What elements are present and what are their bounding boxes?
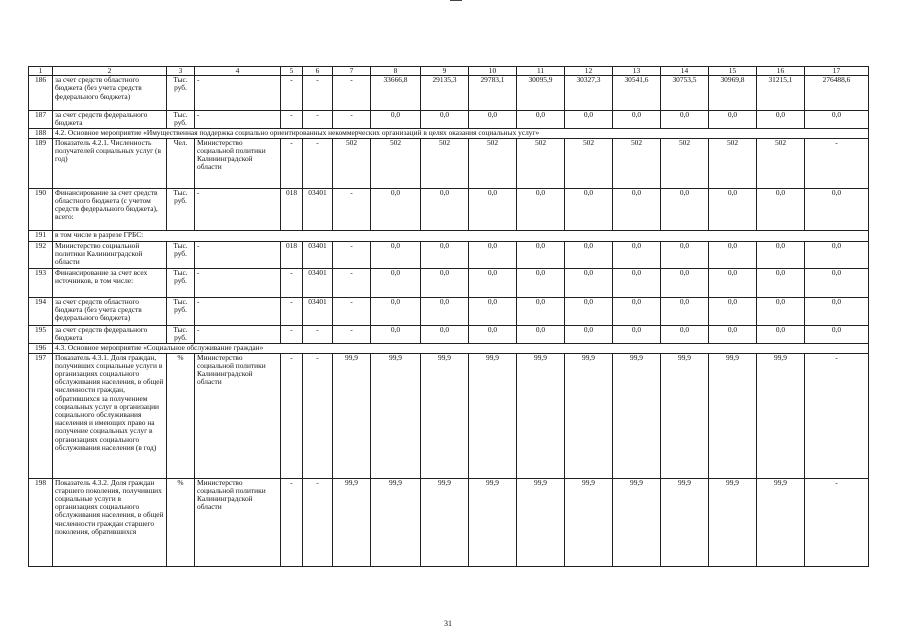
table-cell: 187	[29, 111, 53, 128]
header-cell: 15	[709, 67, 757, 76]
table-cell: за счет средств областного бюджета (без учета средств федерального бюджета)	[53, 297, 167, 325]
table-cell: 99,9	[333, 353, 371, 478]
table-cell: 0,0	[805, 325, 869, 343]
table-cell: -	[303, 325, 333, 343]
table-row	[29, 297, 869, 325]
section-row	[29, 343, 869, 353]
table-cell: 0,0	[469, 325, 517, 343]
table-cell: 0,0	[757, 297, 805, 325]
table-cell: 0,0	[709, 111, 757, 128]
table-cell: -	[333, 325, 371, 343]
table-cell: 186	[29, 76, 53, 111]
table-row	[29, 268, 869, 297]
table-cell: 99,9	[469, 353, 517, 478]
table-cell: -	[805, 478, 869, 566]
header-cell: 4	[195, 67, 281, 76]
table-cell: %	[167, 478, 195, 566]
table-cell: 502	[757, 138, 805, 188]
table-cell: 0,0	[757, 111, 805, 128]
table-cell: 0,0	[709, 188, 757, 230]
section-title-cell: 4.2. Основное мероприятие «Имущественная поддержка социально ориентированных некоммерческих организаций в целях оказания социальных услуг»	[53, 128, 869, 138]
table-cell: -	[281, 478, 303, 566]
table-cell: 30541,6	[613, 76, 661, 111]
table-cell: Тыс. руб.	[167, 325, 195, 343]
table-cell: Министерство социальной политики Калининградской области	[195, 478, 281, 566]
table-cell: 30327,3	[565, 76, 613, 111]
table-cell: 0,0	[371, 268, 421, 297]
table-cell: 0,0	[371, 241, 421, 268]
table-cell: 502	[517, 138, 565, 188]
table-cell: 0,0	[421, 111, 469, 128]
header-cell: 5	[281, 67, 303, 76]
table-cell: -	[303, 353, 333, 478]
table-cell: 99,9	[661, 353, 709, 478]
table-cell: -	[333, 188, 371, 230]
table-cell: 99,9	[565, 478, 613, 566]
section-row	[29, 230, 869, 241]
table-cell: 30969,8	[709, 76, 757, 111]
table-cell: 193	[29, 268, 53, 297]
table-cell: 0,0	[709, 325, 757, 343]
table-cell: 99,9	[757, 353, 805, 478]
header-cell: 14	[661, 67, 709, 76]
table-cell: 0,0	[565, 325, 613, 343]
table-cell: 190	[29, 188, 53, 230]
section-title-cell: 4.3. Основное мероприятие «Социальное обслуживание граждан»	[53, 343, 869, 353]
table-cell: -	[333, 297, 371, 325]
table-cell: 0,0	[661, 297, 709, 325]
table-cell: 03401	[303, 188, 333, 230]
table-cell: Тыс. руб.	[167, 188, 195, 230]
table-cell: 0,0	[709, 297, 757, 325]
table-cell: Показатель 4.3.2. Доля граждан старшего поколения, получивших социальные услуги в организациях социального обслуживания населения, в общей численности граждан старшего поколения, обратившихся	[53, 478, 167, 566]
table-cell: -	[805, 138, 869, 188]
table-cell: -	[281, 297, 303, 325]
table-cell: 0,0	[469, 188, 517, 230]
table-cell: 0,0	[371, 325, 421, 343]
header-cell: 12	[565, 67, 613, 76]
header-cell: 7	[333, 67, 371, 76]
table-cell: -	[303, 138, 333, 188]
table-cell: 502	[661, 138, 709, 188]
table-row	[29, 138, 869, 188]
table-cell: -	[195, 297, 281, 325]
table-cell: 99,9	[613, 478, 661, 566]
table-cell: 0,0	[565, 297, 613, 325]
table-cell: 99,9	[661, 478, 709, 566]
table-cell: -	[805, 353, 869, 478]
table-cell: 195	[29, 325, 53, 343]
header-cell: 6	[303, 67, 333, 76]
table-cell: 03401	[303, 241, 333, 268]
header-cell: 1	[29, 67, 53, 76]
table-cell: -	[303, 111, 333, 128]
table-row	[29, 76, 869, 111]
table-cell: 30753,5	[661, 76, 709, 111]
table-cell: -	[281, 138, 303, 188]
table-cell: 0,0	[709, 241, 757, 268]
table-cell: 0,0	[805, 111, 869, 128]
table-cell: 276488,6	[805, 76, 869, 111]
table-cell: Финансирование за счет всех источников, в том числе:	[53, 268, 167, 297]
table-cell: -	[333, 76, 371, 111]
table-cell: 018	[281, 188, 303, 230]
table-cell: 0,0	[517, 188, 565, 230]
header-cell: 3	[167, 67, 195, 76]
table-row	[29, 325, 869, 343]
table-cell: 03401	[303, 297, 333, 325]
header-cell: 10	[469, 67, 517, 76]
table-cell: 502	[469, 138, 517, 188]
table-cell: 99,9	[757, 478, 805, 566]
row-number-cell: 196	[29, 343, 53, 353]
table-cell: -	[195, 76, 281, 111]
table-cell: за счет средств федерального бюджета	[53, 325, 167, 343]
table-cell: 0,0	[421, 188, 469, 230]
header-cell: 8	[371, 67, 421, 76]
table-cell: 29783,1	[469, 76, 517, 111]
table-cell: -	[195, 111, 281, 128]
table-cell: -	[281, 353, 303, 478]
table-cell: Финансирование за счет средств областного бюджета (с учетом средств федерального бюджета), всего:	[53, 188, 167, 230]
table-cell: Тыс. руб.	[167, 297, 195, 325]
table-cell: Министерство социальной политики Калининградской области	[53, 241, 167, 268]
table-cell: 99,9	[421, 478, 469, 566]
header-cell: 9	[421, 67, 469, 76]
table-cell: 0,0	[517, 297, 565, 325]
table-cell: 29135,3	[421, 76, 469, 111]
table-cell: за счет средств федерального бюджета	[53, 111, 167, 128]
table-cell: 502	[333, 138, 371, 188]
table-cell: Чел.	[167, 138, 195, 188]
table-cell: 03401	[303, 268, 333, 297]
table-cell: 99,9	[709, 478, 757, 566]
table-cell: -	[303, 478, 333, 566]
table-cell: -	[195, 325, 281, 343]
table-cell: 0,0	[371, 297, 421, 325]
table-cell: 0,0	[757, 241, 805, 268]
table-cell: Тыс. руб.	[167, 241, 195, 268]
row-number-cell: 191	[29, 230, 53, 241]
table-row	[29, 188, 869, 230]
table-cell: 0,0	[469, 297, 517, 325]
table-cell: -	[281, 325, 303, 343]
table-cell: 502	[709, 138, 757, 188]
table-cell: -	[195, 268, 281, 297]
table-row	[29, 353, 869, 478]
table-cell: Министерство социальной политики Калининградской области	[195, 353, 281, 478]
table-cell: 0,0	[613, 188, 661, 230]
table-cell: 0,0	[565, 241, 613, 268]
table-cell: 0,0	[661, 268, 709, 297]
table-cell: 0,0	[517, 268, 565, 297]
table-cell: 197	[29, 353, 53, 478]
table-cell: 018	[281, 241, 303, 268]
table-cell: 99,9	[613, 353, 661, 478]
table-cell: -	[281, 76, 303, 111]
table-cell: 0,0	[613, 111, 661, 128]
table-cell: 0,0	[421, 268, 469, 297]
table-cell: 99,9	[333, 478, 371, 566]
table-cell: -	[333, 111, 371, 128]
header-cell: 2	[53, 67, 167, 76]
table-cell: 0,0	[517, 111, 565, 128]
table-cell: -	[333, 268, 371, 297]
table-cell: 0,0	[371, 111, 421, 128]
table-cell: 0,0	[661, 188, 709, 230]
table-cell: 99,9	[517, 478, 565, 566]
table-cell: 0,0	[805, 188, 869, 230]
table-cell: 194	[29, 297, 53, 325]
table-cell: 33666,8	[371, 76, 421, 111]
table-cell: 502	[371, 138, 421, 188]
table-cell: 0,0	[565, 268, 613, 297]
header-cell: 16	[757, 67, 805, 76]
table-cell: 0,0	[805, 268, 869, 297]
table-cell: Показатель 4.3.1. Доля граждан, получивших социальные услуги в организациях социального обслуживания населения, в общей численности граждан, обратившихся за получением социальных услуг в организации социального обслуживания населения и имеющих право на получение социальных услуг в организациях социального обслуживания населения (в год)	[53, 353, 167, 478]
table-cell: 0,0	[469, 241, 517, 268]
top-margin-mark	[450, 0, 462, 1]
section-row	[29, 128, 869, 138]
table-cell: 502	[421, 138, 469, 188]
table-cell: Министерство социальной политики Калининградской области	[195, 138, 281, 188]
table-cell: 0,0	[661, 111, 709, 128]
table-cell: -	[195, 188, 281, 230]
table-row	[29, 478, 869, 566]
table-cell: 99,9	[517, 353, 565, 478]
table-cell: 0,0	[469, 268, 517, 297]
table-row	[29, 111, 869, 128]
table-cell: Тыс. руб.	[167, 76, 195, 111]
header-row	[29, 67, 869, 76]
table-cell: 502	[613, 138, 661, 188]
table-cell: 0,0	[661, 241, 709, 268]
header-cell: 11	[517, 67, 565, 76]
table-cell: 0,0	[421, 241, 469, 268]
table-cell: 0,0	[709, 268, 757, 297]
table-cell: 0,0	[517, 325, 565, 343]
table-cell: 0,0	[421, 325, 469, 343]
table-cell: -	[281, 268, 303, 297]
table-cell: 0,0	[661, 325, 709, 343]
table-cell: за счет средств областного бюджета (без учета средств федерального бюджета)	[53, 76, 167, 111]
table-cell: 0,0	[805, 241, 869, 268]
table-cell: 0,0	[757, 268, 805, 297]
table-cell: 0,0	[805, 297, 869, 325]
table-cell: 502	[565, 138, 613, 188]
table-cell: 0,0	[613, 325, 661, 343]
header-cell: 13	[613, 67, 661, 76]
table-cell: 0,0	[517, 241, 565, 268]
program-indicators-table	[28, 66, 869, 567]
table-cell: 99,9	[371, 478, 421, 566]
page-number: 31	[444, 619, 452, 628]
table-cell: 99,9	[371, 353, 421, 478]
table-cell: -	[303, 76, 333, 111]
table-row	[29, 241, 869, 268]
table-cell: Тыс. руб.	[167, 111, 195, 128]
table-cell: 99,9	[421, 353, 469, 478]
table-cell: 189	[29, 138, 53, 188]
table-cell: Тыс. руб.	[167, 268, 195, 297]
table-cell: 99,9	[709, 353, 757, 478]
section-title-cell: в том числе в разрезе ГРБС:	[53, 230, 869, 241]
table-cell: %	[167, 353, 195, 478]
table-cell: 31215,1	[757, 76, 805, 111]
table-cell: 0,0	[469, 111, 517, 128]
table-cell: 0,0	[565, 188, 613, 230]
table-cell: 0,0	[371, 188, 421, 230]
row-number-cell: 188	[29, 128, 53, 138]
table-cell: 30095,9	[517, 76, 565, 111]
header-cell: 17	[805, 67, 869, 76]
table-cell: 0,0	[757, 325, 805, 343]
table-cell: 0,0	[613, 268, 661, 297]
table-cell: -	[195, 241, 281, 268]
table-cell: 0,0	[565, 111, 613, 128]
table-cell: 198	[29, 478, 53, 566]
table-cell: 0,0	[613, 241, 661, 268]
table-cell: -	[333, 241, 371, 268]
table-cell: 0,0	[757, 188, 805, 230]
table-cell: 192	[29, 241, 53, 268]
table-cell: Показатель 4.2.1. Численность получателей социальных услуг (в год)	[53, 138, 167, 188]
table-cell: 99,9	[565, 353, 613, 478]
table-cell: 99,9	[469, 478, 517, 566]
table-cell: -	[281, 111, 303, 128]
table-cell: 0,0	[613, 297, 661, 325]
table-cell: 0,0	[421, 297, 469, 325]
